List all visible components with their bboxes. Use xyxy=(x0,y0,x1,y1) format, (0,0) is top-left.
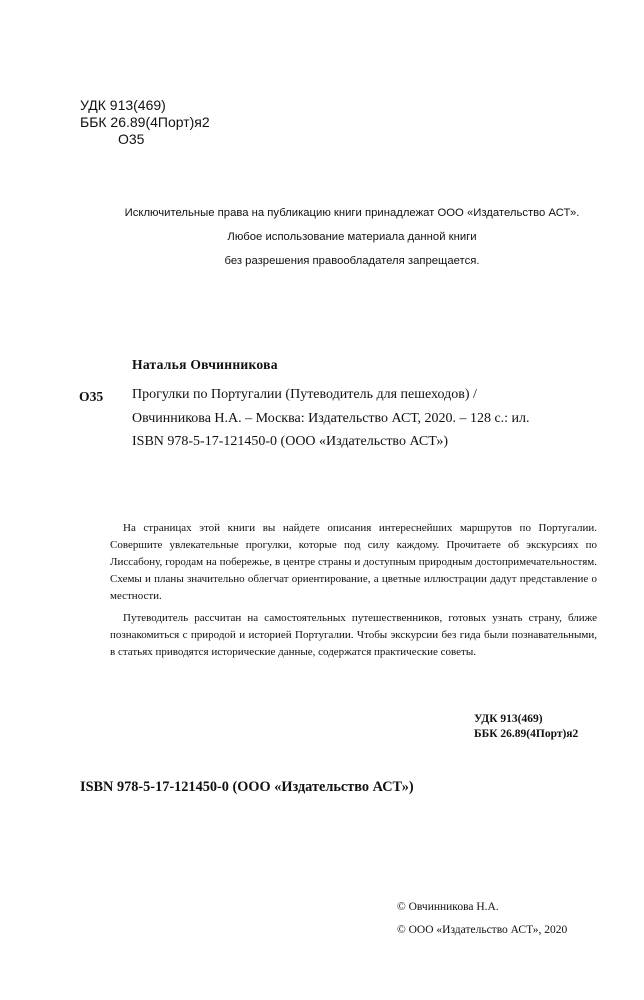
rights-line: без разрешения правообладателя запрещается. xyxy=(224,255,480,267)
udk-code-bottom: УДК 913(469) xyxy=(474,713,543,725)
bbk-code-bottom: ББК 26.89(4Порт)я2 xyxy=(474,728,579,740)
rights-notice xyxy=(0,201,644,273)
isbn-line: ISBN 978-5-17-121450-0 (ООО «Издательство АСТ») xyxy=(132,434,449,449)
rights-line: Исключительные права на публикацию книги принадлежат ООО «Издательство АСТ». xyxy=(124,207,580,219)
udk-code: УДК 913(469) xyxy=(80,97,166,113)
annotation xyxy=(110,520,597,666)
annotation-paragraph: Путеводитель рассчитан на самостоятельных путешественников, готовых узнать страну, ближе познакомиться с природой и историей Португалии. Чтобы экскурсии без гида были познавательными, в статьях приводятся исторические данные, содержатся практические советы. xyxy=(110,612,597,658)
rights-line: Любое использование материала данной книги xyxy=(227,231,477,243)
bbk-code: ББК 26.89(4Порт)я2 xyxy=(80,114,210,130)
bottom-classification-codes xyxy=(474,712,578,742)
annotation-paragraph: На страницах этой книги вы найдете описания интереснейших маршрутов по Португалии. Совершите увлекательные прогулки, которые под силу каждому. Прочитаете об экскурсиях по Лиссабону, городам на побережье, в центре страны и доступным природным достопримечательностям. Схемы и планы значительно облегчат ориентирование, а цветные иллюстрации дадут представление о местности. xyxy=(110,522,597,602)
copyright-block xyxy=(397,896,567,942)
author-sign: О35 xyxy=(118,131,145,147)
bibliographic-description xyxy=(132,383,530,431)
classification-codes xyxy=(80,97,210,148)
author-name: Наталья Овчинникова xyxy=(132,357,278,372)
copyright-author: © Овчинникова Н.А. xyxy=(397,901,499,913)
copyright-publisher: © ООО «Издательство АСТ», 2020 xyxy=(397,924,568,936)
bib-line-title: Прогулки по Португалии (Путеводитель для пешеходов) / xyxy=(132,387,477,402)
index-code: О35 xyxy=(79,389,104,404)
isbn-bottom: ISBN 978-5-17-121450-0 (ООО «Издательство АСТ») xyxy=(80,779,414,795)
bib-line-publisher: Овчинникова Н.А. – Москва: Издательство АСТ, 2020. – 128 с.: ил. xyxy=(132,411,530,426)
